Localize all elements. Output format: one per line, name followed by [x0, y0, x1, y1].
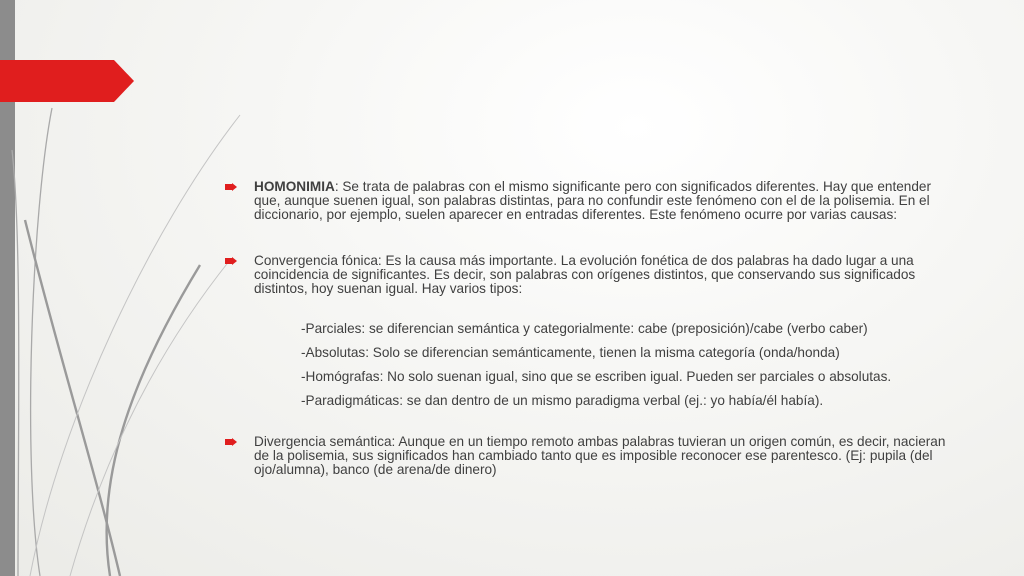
arrow-bullet-icon — [225, 257, 237, 265]
bullet-divergencia — [225, 435, 960, 477]
subtype-absolutas: -Absolutas: Solo se diferencian semánticamente, tienen la misma categoría (onda/honda) — [301, 345, 840, 360]
subtype-parciales: -Parciales: se diferencian semántica y categorialmente: cabe (preposición)/cabe (verbo caber) — [301, 321, 868, 336]
bullet-homonimia — [225, 180, 960, 222]
homonimia-text: : Se trata de palabras con el mismo significante pero con significados diferentes. Hay que entender que, aunque suenen igual, son palabras distintas, para no confundir este fenómeno con el de la polisemia. En el diccionario, por ejemplo, suelen aparecer en entradas diferentes. Este fenómeno ocurre por varias causas: — [254, 179, 932, 222]
subtype-homografas: -Homógrafas: No solo suenan igual, sino que se escriben igual. Pueden ser parciales o absolutas. — [301, 369, 892, 384]
subtype-paradigmaticas: -Paradigmáticas: se dan dentro de un mismo paradigma verbal (ej.: yo había/él había). — [301, 393, 824, 408]
arrow-bullet-icon — [225, 438, 237, 446]
bullet-convergencia — [225, 254, 960, 296]
homonimia-term: HOMONIMIA — [254, 179, 335, 194]
divergencia-text: Divergencia semántica: Aunque en un tiempo remoto ambas palabras tuvieran un origen común, es decir, nacieran de la polisemia, sus significados han cambiado tanto que es imposible reconocer ese parentesco. (Ej: pupila (del ojo/alumna), banco (de arena/de dinero) — [254, 434, 946, 477]
convergencia-text: Convergencia fónica: Es la causa más importante. La evolución fonética de dos palabras ha dado lugar a una coincidencia de significantes. Es decir, son palabras con orígenes distintos, que conservando sus significados distintos, hoy suenan igual. Hay varios tipos: — [254, 253, 916, 296]
title-accent-tab — [0, 60, 134, 102]
slide-content — [225, 180, 960, 477]
subtype-list — [225, 322, 960, 408]
arrow-bullet-icon — [225, 183, 237, 191]
